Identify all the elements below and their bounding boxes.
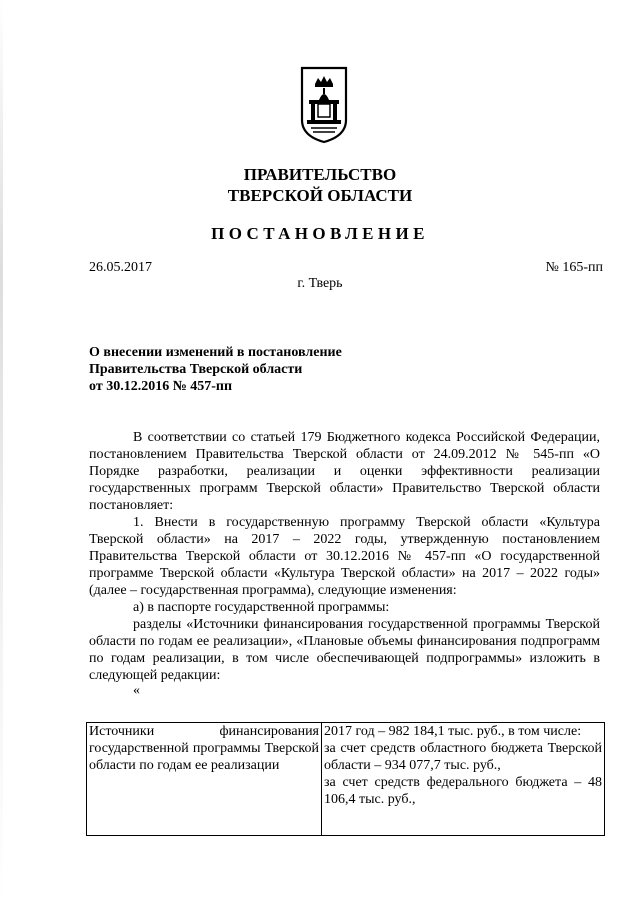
table-row bbox=[87, 723, 605, 836]
scan-edge bbox=[0, 0, 3, 905]
government-line-1: ПРАВИТЕЛЬСТВО bbox=[243, 165, 397, 184]
tver-coat-of-arms-icon bbox=[299, 66, 349, 144]
financing-table bbox=[86, 722, 605, 836]
government-name bbox=[0, 164, 640, 206]
body-paragraph-1: В соответствии со статьей 179 Бюджетного кодекса Российской Федерации, постановлением Правительства Тверской области от 24.09.2012 № 545-пп «О Порядке разработки, реализации и оценки эффективности реализации государственных программ Тверской области» Правительство Тверской области постановляет: bbox=[89, 430, 600, 513]
table-cell-value bbox=[322, 723, 605, 836]
value-line-2: за счет средств областного бюджета Тверской области – 934 077,7 тыс. руб., bbox=[324, 741, 602, 773]
value-line-1: 2017 год – 982 184,1 тыс. руб., в том числе: bbox=[324, 724, 582, 739]
body-paragraph-4: разделы «Источники финансирования государственной программы Тверской области по годам ее реализации», «Плановые объемы финансирования подпрограмм по годам реализации, в том числе обеспечивающей подпрограммы» изложить в следующей редакции: bbox=[89, 617, 600, 683]
document-body bbox=[89, 429, 600, 697]
table-cell-label: Источники финансирования государственной программы Тверской области по годам ее реализации bbox=[87, 723, 322, 836]
subject-line-3: от 30.12.2016 № 457-пп bbox=[89, 379, 233, 394]
document-date: 26.05.2017 bbox=[89, 260, 152, 275]
government-line-2: ТВЕРСКОЙ ОБЛАСТИ bbox=[227, 186, 413, 205]
subject-line-1: О внесении изменений в постановление bbox=[89, 345, 342, 360]
body-paragraph-3: а) в паспорте государственной программы: bbox=[133, 600, 390, 615]
subject-line-2: Правительства Тверской области bbox=[89, 362, 303, 377]
value-line-3: за счет средств федерального бюджета – 48 106,4 тыс. руб., bbox=[324, 775, 602, 807]
quote-open-mark: « bbox=[133, 683, 140, 698]
document-city: г. Тверь bbox=[297, 276, 343, 291]
document-kind: ПОСТАНОВЛЕНИЕ bbox=[211, 224, 429, 243]
body-paragraph-2: 1. Внести в государственную программу Тверской области «Культура Тверской области» на 2017 – 2022 годы, утвержденную постановлением Правительства Тверской области от 30.12.2016 № 457-пп «О государственной программе Тверской области «Культура Тверской области» на 2017 – 2022 годы» (далее – государственная программа), следующие изменения: bbox=[89, 515, 600, 598]
document-subject bbox=[89, 344, 342, 395]
document-number: № 165-пп bbox=[545, 260, 603, 275]
